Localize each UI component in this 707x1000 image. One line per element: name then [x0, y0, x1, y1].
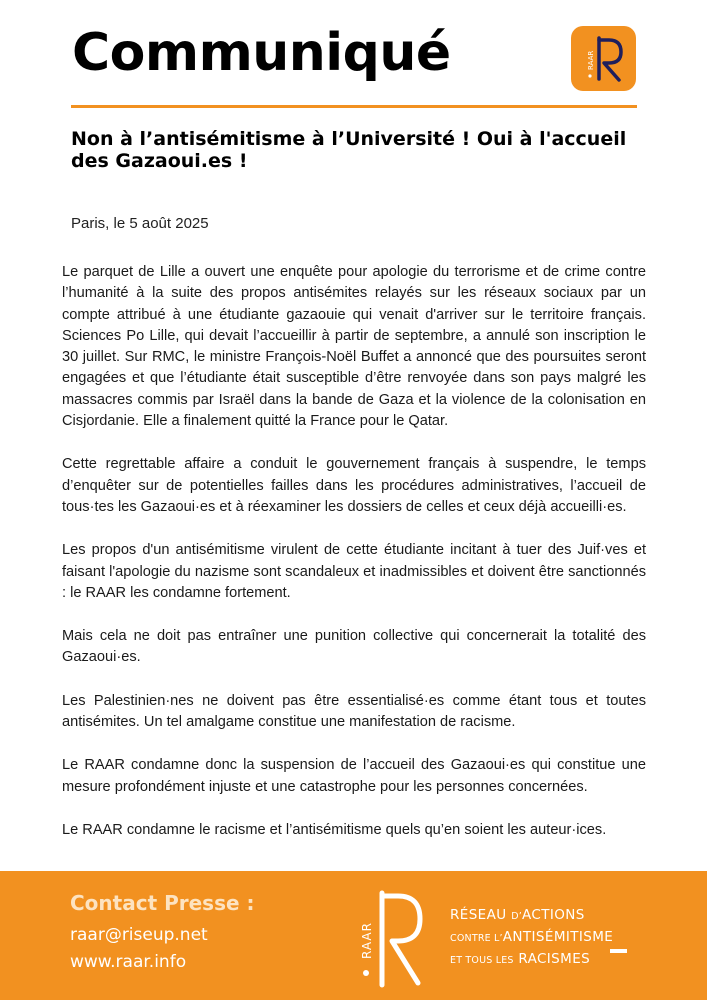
- contact-title: Contact Presse :: [70, 891, 255, 915]
- raar-footer-logo-icon: [352, 887, 432, 991]
- headline: Non à l’antisémitisme à l’Université ! Oui à l'accueil des Gazaoui.es !: [71, 128, 627, 172]
- page-title: Communiqué: [72, 23, 451, 83]
- paragraph: Le parquet de Lille a ouvert une enquête pour apologie du terrorisme et de crime contre l’humanité à la suite des propos antisémites relayés sur les réseaux sociaux par un compte attribué à une étudiante gazaouie qui venait d'arriver sur le territoire français. Sciences Po Lille, qui devait l’accueillir à partir de septembre, a annulé son inscription le 30 juillet. Sur RMC, le ministre François-Noël Buffet a annoncé que des poursuites seront engagées et que l’étudiante était susceptible d’être renvoyée dans son pays malgré les massacres commis par Israël dans la bande de Gaza et la violence de la colonisation en Cisjordanie. Elle a finalement quitté la France pour le Qatar.: [62, 264, 646, 430]
- org-word: RACISMES: [518, 951, 591, 967]
- dateline: Paris, le 5 août 2025: [71, 215, 209, 232]
- org-word: ACTIONS: [521, 907, 585, 923]
- footer: [0, 871, 707, 1000]
- contact-email[interactable]: raar@riseup.net: [70, 925, 208, 945]
- contact-website[interactable]: www.raar.info: [70, 952, 187, 972]
- org-name: [450, 905, 650, 971]
- paragraph: Les propos d'un antisémitisme virulent de cette étudiante incitant à tuer des Juif·ves et faisant l'apologie du nazisme sont scandaleux et inadmissibles et doivent être sanctionnés : le RAAR les condamne fortement.: [62, 542, 646, 601]
- footer-logo-text: RAAR: [360, 922, 374, 959]
- org-word: D’: [511, 911, 522, 922]
- org-line-2: [450, 927, 650, 949]
- org-word: ET TOUS LES: [450, 955, 514, 966]
- org-accent-bar: [610, 949, 627, 953]
- logo-text: RAAR: [587, 50, 595, 70]
- raar-logo: [571, 26, 636, 91]
- body-text: [62, 262, 646, 863]
- org-word: CONTRE L’: [450, 933, 503, 944]
- paragraph: Cette regrettable affaire a conduit le gouvernement français à suspendre, le temps d’enquêter sur de potentielles failles dans les procédures administratives, l’accueil de tous·tes les Gazaoui·es et à réexaminer les dossiers de celles et ceux déjà accueilli·es.: [62, 456, 646, 515]
- title-divider: [71, 105, 637, 108]
- org-line-1: [450, 905, 650, 927]
- paragraph: Mais cela ne doit pas entraîner une punition collective qui concernerait la totalité des Gazaoui·es.: [62, 628, 646, 666]
- raar-logo-icon: [571, 26, 636, 91]
- paragraph: Le RAAR condamne le racisme et l’antisémitisme quels qu’en soient les auteur·ices.: [62, 821, 607, 838]
- org-word: ANTISÉMITISME: [502, 929, 614, 945]
- paragraph: Les Palestinien·nes ne doivent pas être essentialisé·es comme étant tous et toutes antisémites. Un tel amalgame constitue une manifestation de racisme.: [62, 692, 646, 731]
- org-word: RÉSEAU: [450, 907, 507, 923]
- paragraph: Le RAAR condamne donc la suspension de l’accueil des Gazaoui·es qui constitue une mesure profondément injuste et une catastrophe pour les personnes concernées.: [62, 757, 646, 795]
